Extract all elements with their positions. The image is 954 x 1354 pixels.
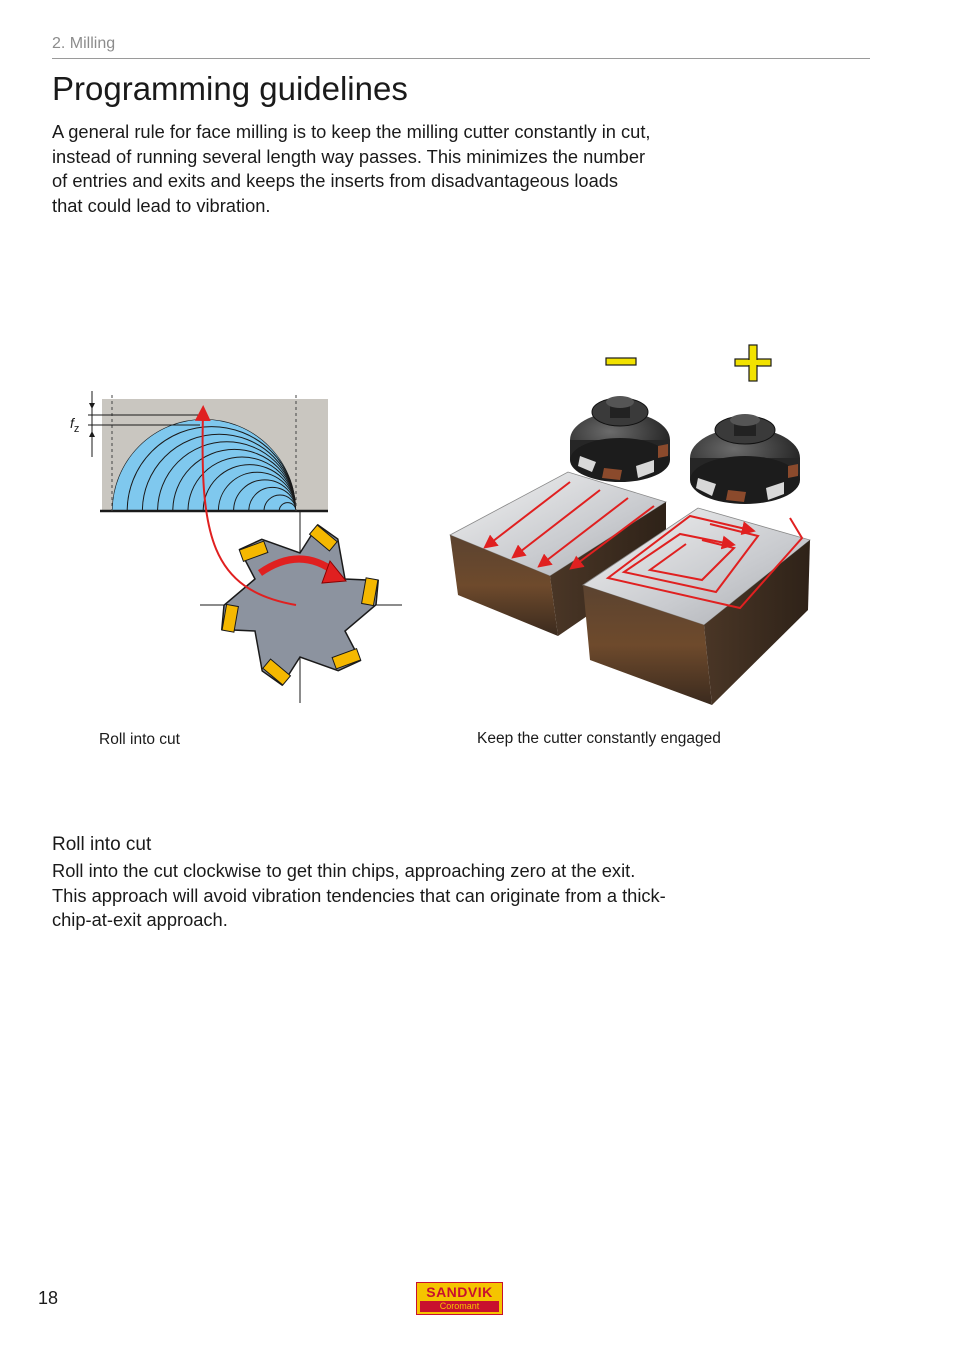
roll-into-cut-diagram	[60, 385, 410, 710]
minus-symbol	[606, 358, 636, 365]
left-figure-caption: Roll into cut	[99, 731, 180, 748]
page-title: Programming guidelines	[52, 70, 408, 107]
fz-label: $f_z$	[70, 415, 80, 435]
section-heading: Roll into cut	[52, 834, 152, 855]
section-label: 2. Milling	[52, 35, 116, 52]
intro-paragraph: A general rule for face milling is to keep the milling cutter constantly in cut, instead of running several length way passes. This minimizes the number of entries and exits and keeps the inserts from disadvantageous loads that could lead to vibration.	[52, 121, 651, 216]
page-number: 18	[38, 1288, 59, 1308]
face-mill-cutter-left	[570, 396, 670, 482]
right-figure-caption: Keep the cutter constantly engaged	[477, 730, 721, 747]
header-divider	[52, 58, 870, 59]
plus-symbol	[735, 345, 771, 381]
cutter-engagement-illustration	[440, 340, 820, 710]
section-body: Roll into the cut clockwise to get thin chips, approaching zero at the exit. This approach will avoid vibration tendencies that can originate from a thick-chip-at-exit approach.	[52, 860, 666, 931]
logo-main-text: SANDVIK	[426, 1284, 493, 1300]
logo-sub-text: Coromant	[420, 1301, 499, 1312]
face-mill-cutter-right	[690, 414, 800, 504]
sandvik-coromant-logo	[416, 1282, 503, 1315]
